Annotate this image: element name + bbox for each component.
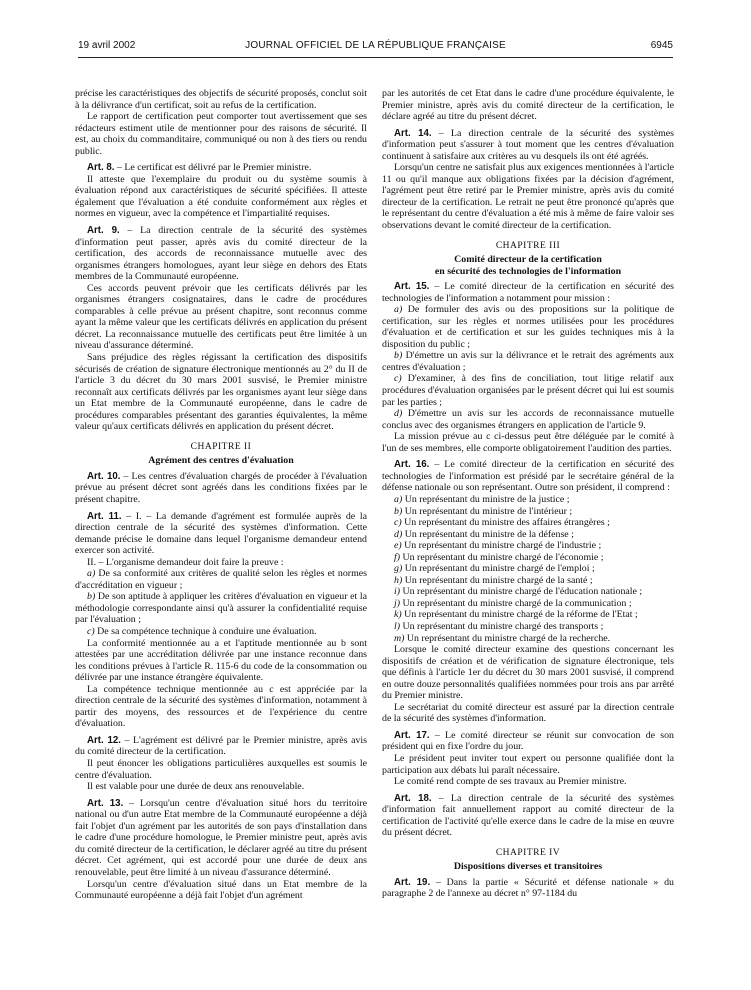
list-item: e) Un représentant du ministre chargé de l'industrie ; (394, 540, 602, 552)
article-19: Art. 19. – Dans la partie « Sécurité et défense nationale » du paragraphe 2 de l'annexe au décret n° 97-1184 du (382, 876, 674, 900)
list-item: c) Un représentant du ministre des affaires étrangères ; (394, 517, 610, 529)
article-number: Art. 14. (394, 127, 432, 139)
article-number: Art. 16. (394, 459, 430, 471)
left-column (75, 88, 367, 902)
chapter-title: Comité directeur de la certification en sécurité des technologies de l'information (434, 254, 622, 277)
paragraph: Ces accords peuvent prévoir que les certificats délivrés par les organismes étrangers cosignataires, dans le cadre de procédures comparables à celle prévue au présent chapitre, sont reconnus comme ayant la même valeur que les certificats délivrés en application du présent décret. La reconnaissance mutuelle des certificats peut être limitée à un niveau d'assurance déterminé. (75, 282, 367, 352)
paragraph: Le comité rend compte de ses travaux au Premier ministre. (394, 776, 627, 788)
article-15: Art. 15. – Le comité directeur de la certification en sécurité des technologies de l'information a notamment pour mission : (382, 281, 674, 304)
article-number: Art. 15. (394, 281, 430, 293)
list-item: c) D'examiner, à des fins de conciliation, tout litige relatif aux procédures d'évaluation organisées par le présent décret qui lui est soumis par les parties ; (382, 373, 674, 408)
article-16: Art. 16. – Le comité directeur de la certification en sécurité des technologies de l'information est présidé par le secrétaire général de la défense nationale ou son représentant. Outre son président, il comprend : (382, 459, 674, 494)
article-number: Art. 13. (87, 797, 124, 809)
members-list (382, 494, 674, 644)
article-number: Art. 18. (394, 792, 432, 804)
paragraph: Le secrétariat du comité directeur est assuré par la direction centrale de la sécurité des systèmes d'information. (382, 701, 674, 725)
article-number: Art. 9. (87, 225, 120, 237)
list-item: d) Un représentant du ministre de la défense ; (394, 528, 574, 540)
paragraph: La conformité mentionnée au a et l'aptitude mentionnée au b sont attestées par une accréditation délivrée par une instance reconnue dans les conditions prévues à l'article R. 115-6 du code de la consommation ou délivrée par une instance étrangère équivalente. (75, 637, 367, 684)
chapter-heading: CHAPITRE II (190, 441, 252, 452)
list-item: a) De sa conformité aux critères de qualité selon les règles et normes d'accréditation en vigueur ; (75, 568, 367, 591)
list-item: j) Un représentant du ministre chargé de la communication ; (394, 597, 632, 609)
article-number: Art. 11. (87, 510, 122, 522)
paragraph: Le président peut inviter tout expert ou personne qualifiée dont la participation aux débats lui paraît nécessaire. (382, 752, 674, 776)
list-item: b) De son aptitude à appliquer les critères d'évaluation en vigueur et la méthodologie correspondante ainsi qu'à assurer la confidentialité requise par l'évaluation ; (75, 591, 367, 626)
list-item: b) D'émettre un avis sur la délivrance et le retrait des agréments aux centres d'évaluation ; (382, 350, 674, 373)
paragraph: Il peut énoncer les obligations particulières auxquelles est soumis le centre d'évaluation. (75, 758, 367, 781)
list-item: f) Un représentant du ministre chargé de l'économie ; (394, 551, 604, 563)
article-14: Art. 14. – La direction centrale de la sécurité des systèmes d'information peut s'assurer à tout moment que les centres d'évaluation continuent à satisfaire aux critères au vu desquels ils ont été agréés. (382, 127, 675, 162)
list-item: l) Un représentant du ministre chargé des transports ; (394, 620, 604, 632)
paragraph: Lorsqu'un centre ne satisfait plus aux exigences mentionnées à l'article 11 ou qu'il manque aux obligations fixées par la décision d'agrément, l'agrément peut être retiré par le Premier ministre, après avis du comité directeur de la certification. Le retrait ne peut être prononcé qu'après que le représentant du centre d'évaluation a été mis à même de faire valoir ses observations devant le comité directeur de la certification. (382, 162, 674, 232)
list-item: m) Un représentant du ministre chargé de la recherche. (394, 632, 611, 644)
list-item: g) Un représentant du ministre chargé de l'emploi ; (394, 563, 595, 575)
paragraph: La mission prévue au c ci-dessus peut être déléguée par le comité à l'un de ses membres, elle comporte obligatoirement l'audition des parties. (382, 431, 674, 454)
header-journal-title: JOURNAL OFFICIEL DE LA RÉPUBLIQUE FRANÇAISE (245, 40, 506, 51)
chapter-heading: CHAPITRE III (495, 240, 561, 251)
header-rule (78, 57, 673, 58)
article-number: Art. 8. (87, 162, 115, 174)
list-item: c) De sa compétence technique à conduire une évaluation. (87, 626, 317, 638)
list-item: k) Un représentant du ministre chargé de la réforme de l'Etat ; (394, 609, 638, 621)
list-item: b) Un représentant du ministre de l'intérieur ; (394, 505, 573, 517)
list-item: a) Un représentant du ministre de la justice ; (394, 493, 570, 505)
list-item: i) Un représentant du ministre chargé de l'éducation nationale ; (394, 586, 643, 598)
article-10: Art. 10. – Les centres d'évaluation chargés de procéder à l'évaluation prévue au présent décret sont agréés dans les conditions fixées par le présent chapitre. (75, 470, 368, 505)
paragraph: Lorsqu'un centre d'évaluation situé dans un Etat membre de la Communauté européenne a déjà fait l'objet d'un agrément (75, 878, 367, 902)
article-11: Art. 11. – I. – La demande d'agrément est formulée auprès de la direction centrale de la sécurité des systèmes d'information. Cette demande précise le domaine dans lequel l'organisme demandeur entend exercer son activité. (75, 510, 367, 557)
paragraph: Il atteste que l'exemplaire du produit ou du système soumis à évaluation répond aux caractéristiques de sécurité spécifiées. Il atteste également que l'évaluation a été conduite conformément aux règles et normes en vigueur, avec la compétence et l'impartialité requises. (75, 173, 367, 220)
header-page-number: 6945 (650, 40, 673, 51)
paragraph: La compétence technique mentionnée au c est appréciée par la direction centrale de la sécurité des systèmes d'information, notamment à partir des moyens, des ressources et de l'expérience du centre d'évaluation. (75, 683, 367, 730)
paragraph: Sans préjudice des règles régissant la certification des dispositifs sécurisés de création de signature électronique mentionnés au 2° du II de l'article 3 du décret du 30 mars 2001 susvisé, le Premier ministre reconnaît aux certificats délivrés par les organismes ayant leur siège dans un Etat membre de la Communauté européenne, dans le cadre de procédures comparables présentant des garanties équivalentes, la même valeur qu'aux certificats délivrés en application du présent décret. (75, 352, 367, 433)
paragraph: précise les caractéristiques des objectifs de sécurité proposés, conclut soit à la délivrance d'un certificat, soit au refus de la certification. (75, 88, 367, 111)
header-date: 19 avril 2002 (78, 40, 136, 51)
article-13: Art. 13. – Lorsqu'un centre d'évaluation situé hors du territoire national ou d'un autre Etat membre de la Communauté européenne a déjà fait l'objet d'un agrément par les autorités de son pays d'installation dans le cadre d'une procédure homologue, le Premier ministre peut, après avis du comité directeur de la certification, le déclarer agréé au titre du présent décret. Cet agrément, qui est accordé pour une durée de deux ans renouvelable, peut être limité à un niveau d'assurance déterminé. (75, 797, 367, 878)
chapter-heading: CHAPITRE IV (495, 847, 561, 858)
paragraph: Il est valable pour une durée de deux ans renouvelable. (87, 781, 305, 793)
chapter-title: Dispositions diverses et transitoires (453, 861, 603, 873)
article-18: Art. 18. – La direction centrale de la sécurité des systèmes d'information fait annuellement rapport au comité directeur de la certification de l'activité qu'elle exerce dans le cadre de la mise en œuvre du présent décret. (382, 792, 675, 839)
list-item: h) Un représentant du ministre chargé de la santé ; (394, 574, 593, 586)
article-12: Art. 12. – L'agrément est délivré par le Premier ministre, après avis du comité directeur de la certification. (75, 734, 367, 758)
article-number: Art. 12. (87, 734, 121, 746)
paragraph: Le rapport de certification peut comporter tout avertissement que ses rédacteurs estiment utile de mentionner pour des raisons de sécurité. Il est, au choix du commanditaire, communiqué ou non à des tiers ou rendu public. (75, 111, 367, 157)
article-17: Art. 17. – Le comité directeur se réunit sur convocation de son président qui en fixe l'ordre du jour. (382, 729, 674, 753)
paragraph: Lorsque le comité directeur examine des questions concernant les dispositifs de création et de vérification de signature électronique, tels que définis à l'article 1er du décret du 30 mars 2001 susvisé, il comprend en outre douze personnalités qualifiées nommées pour trois ans par arrêté du Premier ministre. (382, 644, 674, 702)
page-header (78, 40, 673, 54)
article-9: Art. 9. – La direction centrale de la sécurité des systèmes d'information peut passer, après avis du comité directeur de la certification, des accords de reconnaissance mutuelle avec des organismes étrangers homologues, ayant leur siège en dehors des Etats membres de la Communauté européenne. (75, 225, 367, 283)
article-number: Art. 17. (394, 729, 430, 741)
list-item: a) De formuler des avis ou des propositions sur la politique de certification, sur les règles et normes utilisées pour les procédures d'évaluation et de certification et sur les guides techniques mis à la disposition du public ; (382, 304, 674, 350)
article-number: Art. 19. (394, 876, 431, 888)
paragraph: par les autorités de cet Etat dans le cadre d'une procédure équivalente, le Premier ministre, après avis du comité directeur de la certification, le déclare agréé au titre du présent décret. (382, 88, 674, 123)
article-number: Art. 10. (87, 470, 121, 482)
right-column (382, 88, 674, 900)
list-item: d) D'émettre un avis sur les accords de reconnaissance mutuelle conclus avec des organismes étrangers en application de l'article 9. (382, 408, 674, 431)
chapter-title: Agrément des centres d'évaluation (148, 455, 294, 467)
paragraph: II. – L'organisme demandeur doit faire la preuve : (87, 556, 284, 568)
article-8: Art. 8. – Le certificat est délivré par le Premier ministre. (87, 162, 312, 174)
